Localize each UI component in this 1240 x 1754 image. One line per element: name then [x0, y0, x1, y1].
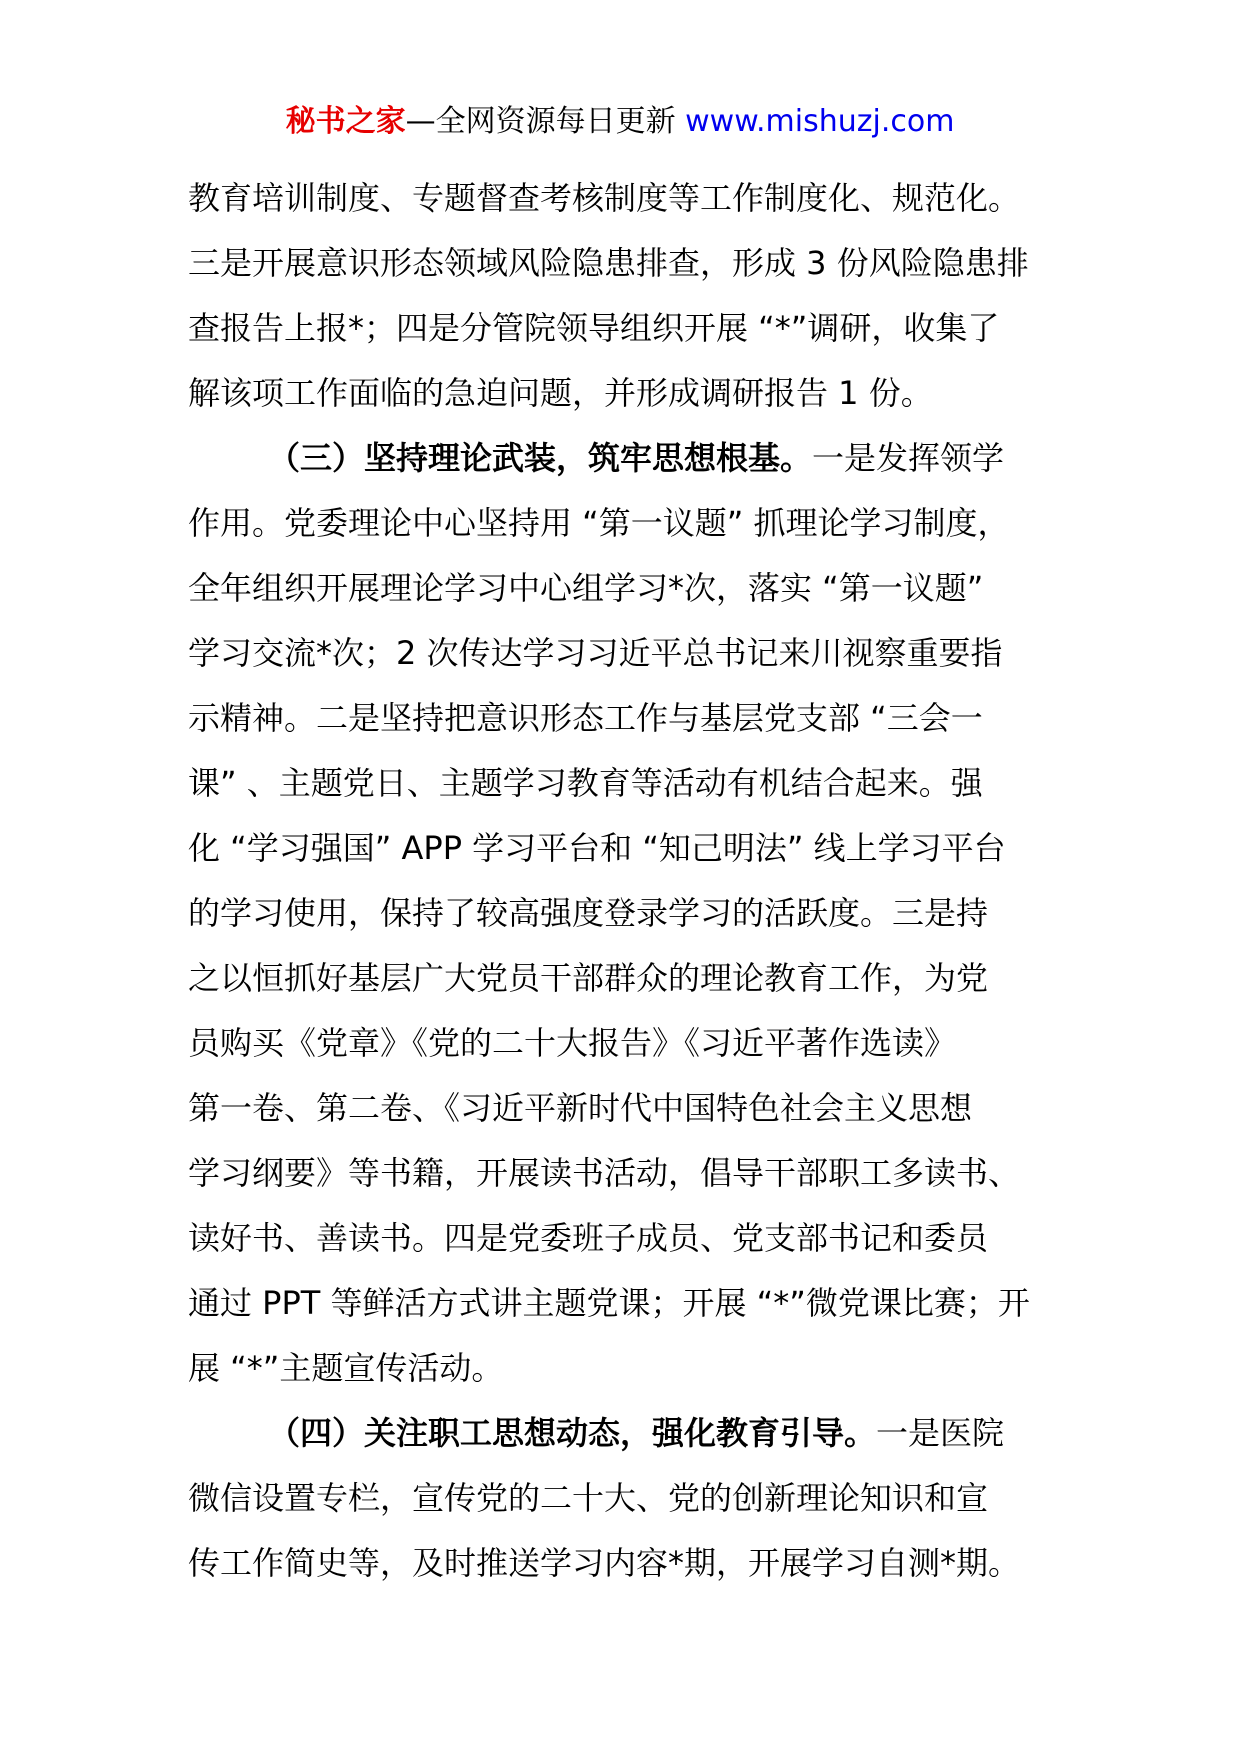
text-line: 作用。党委理论中心坚持用 “第一议题” 抓理论学习制度，: [188, 504, 1010, 542]
text-line: 学习交流*次；2 次传达学习习近平总书记来川视察重要指: [188, 634, 1003, 672]
text-line: 示精神。二是坚持把意识形态工作与基层党支部 “三会一: [188, 699, 983, 737]
text-line: 教育培训制度、专题督查考核制度等工作制度化、规范化。: [188, 179, 1021, 217]
heading-line-rest: 一是医院: [876, 1414, 1005, 1452]
text-line: 员购买《党章》《党的二十大报告》《习近平著作选读》: [188, 1024, 957, 1062]
header-url-link[interactable]: www.mishuzj.com: [685, 104, 955, 139]
section-heading-line: [188, 1401, 1056, 1466]
text-line: 课” 、主题党日、主题学习教育等活动有机结合起来。强: [188, 764, 983, 802]
text-line: 读好书、善读书。四是党委班子成员、党支部书记和委员: [188, 1219, 989, 1257]
text-line: 之以恒抓好基层广大党员干部群众的理论教育工作，为党: [188, 959, 989, 997]
text-line: 微信设置专栏，宣传党的二十大、党的创新理论知识和宣: [188, 1479, 989, 1517]
header-brand: 秘书之家: [285, 104, 406, 139]
section-heading-line: [188, 426, 1056, 491]
text-line: 解该项工作面临的急迫问题，并形成调研报告 1 份。: [188, 374, 933, 412]
document-body: [188, 166, 1056, 1596]
text-line: 展 “*”主题宣传活动。: [188, 1349, 504, 1387]
text-line: 通过 PPT 等鲜活方式讲主题党课；开展 “*”微党课比赛；开: [188, 1284, 1030, 1322]
text-line: 第一卷、第二卷、《习近平新时代中国特色社会主义思想: [188, 1089, 973, 1127]
page-header: [0, 100, 1240, 144]
text-line: 查报告上报*；四是分管院领导组织开展 “*”调研，收集了: [188, 309, 1000, 347]
header-tagline: —全网资源每日更新: [405, 104, 686, 139]
text-line: 三是开展意识形态领域风险隐患排查，形成 3 份风险隐患排: [188, 244, 1029, 282]
text-line: 全年组织开展理论学习中心组学习*次，落实 “第一议题”: [188, 569, 984, 607]
section-heading: （三）坚持理论武装，筑牢思想根基。: [268, 439, 813, 477]
text-line: 学习纲要》等书籍，开展读书活动，倡导干部职工多读书、: [188, 1154, 1021, 1192]
section-heading: （四）关注职工思想动态，强化教育引导。: [268, 1414, 877, 1452]
text-line: 的学习使用，保持了较高强度登录学习的活跃度。三是持: [188, 894, 989, 932]
heading-line-rest: 一是发挥领学: [812, 439, 1005, 477]
text-line: 传工作简史等，及时推送学习内容*期，开展学习自测*期。: [188, 1544, 1021, 1582]
text-line: 化 “学习强国” APP 学习平台和 “知己明法” 线上学习平台: [188, 829, 1006, 867]
